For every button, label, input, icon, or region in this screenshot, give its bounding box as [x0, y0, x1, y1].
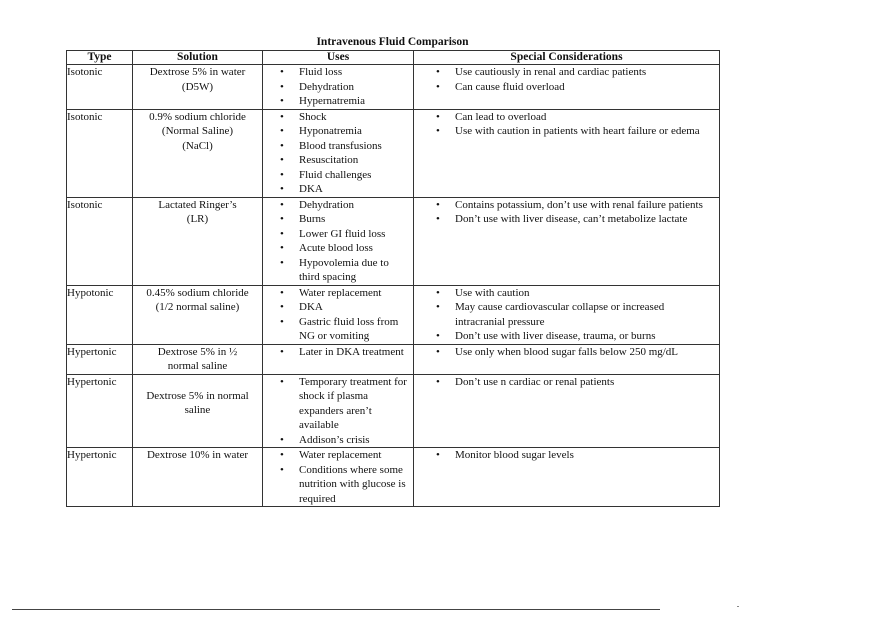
- uses-cell: [263, 197, 414, 285]
- solution-cell: [133, 65, 263, 110]
- consideration-item: • Don’t use with liver disease, trauma, or burns: [455, 329, 713, 344]
- uses-cell: [263, 65, 414, 110]
- solution-cell: [133, 109, 263, 197]
- type-cell: Isotonic: [67, 109, 133, 197]
- considerations-cell: [414, 448, 720, 507]
- considerations-cell: [414, 65, 720, 110]
- uses-cell: [263, 109, 414, 197]
- consideration-item: • Use with caution: [455, 286, 713, 301]
- solution-line: normal saline: [167, 360, 228, 372]
- solution-line: saline: [184, 404, 211, 416]
- solution-line: Dextrose 10% in water: [146, 449, 249, 461]
- uses-cell: [263, 374, 414, 448]
- uses-item: • Temporary treatment for shock if plasma expanders aren’t available: [299, 375, 409, 433]
- uses-item: • Blood transfusions: [299, 139, 409, 154]
- uses-item: • Addison’s crisis: [299, 433, 409, 448]
- solution-line: (NaCl): [182, 139, 213, 152]
- uses-item: • Resuscitation: [299, 153, 409, 168]
- uses-item: • DKA: [299, 300, 409, 315]
- table-row: [67, 109, 720, 197]
- consideration-item: • Can cause fluid overload: [455, 80, 713, 95]
- uses-cell: [263, 285, 414, 344]
- uses-item: • Conditions where some nutrition with glucose is required: [299, 463, 409, 507]
- solution-cell: [133, 285, 263, 344]
- header-solution: Solution: [133, 51, 263, 65]
- considerations-cell: [414, 374, 720, 448]
- solution-line: Dextrose 5% in ½: [157, 345, 238, 358]
- considerations-cell: [414, 344, 720, 374]
- type-cell: Isotonic: [67, 197, 133, 285]
- solution-line: (Normal Saline): [161, 125, 234, 137]
- header-type: Type: [67, 51, 133, 65]
- consideration-item: • Use cautiously in renal and cardiac patients: [455, 65, 713, 80]
- table-row: [67, 374, 720, 448]
- solution-cell: [133, 374, 263, 448]
- uses-item: • Hypernatremia: [299, 94, 409, 109]
- considerations-cell: [414, 109, 720, 197]
- type-cell: Hypertonic: [67, 374, 133, 448]
- consideration-item: • Don’t use n cardiac or renal patients: [455, 375, 713, 390]
- table-row: [67, 65, 720, 110]
- header-uses: Uses: [263, 51, 414, 65]
- uses-item: • Lower GI fluid loss: [299, 227, 409, 242]
- solution-line: Dextrose 5% in normal: [146, 389, 249, 402]
- solution-line: 0.9% sodium chloride: [149, 110, 246, 123]
- solution-line: (1/2 normal saline): [155, 301, 240, 313]
- consideration-item: • Don’t use with liver disease, can’t metabolize lactate: [455, 212, 713, 227]
- uses-item: • Acute blood loss: [299, 241, 409, 256]
- uses-item: • Gastric fluid loss from NG or vomiting: [299, 315, 409, 344]
- solution-cell: [133, 448, 263, 507]
- uses-cell: [263, 344, 414, 374]
- consideration-item: • Monitor blood sugar levels: [455, 448, 713, 463]
- considerations-cell: [414, 285, 720, 344]
- uses-item: • Water replacement: [299, 448, 409, 463]
- solution-line: Lactated Ringer’s: [158, 198, 237, 211]
- solution-line: 0.45% sodium chloride: [146, 286, 249, 299]
- header-row: [67, 51, 720, 65]
- table-row: [67, 285, 720, 344]
- solution-cell: [133, 344, 263, 374]
- header-considerations: Special Considerations: [414, 51, 720, 65]
- solution-cell: [133, 197, 263, 285]
- uses-item: • DKA: [299, 182, 409, 197]
- footer-mark: [737, 606, 739, 607]
- uses-item: • Fluid challenges: [299, 168, 409, 183]
- solution-line: (LR): [186, 213, 209, 225]
- footer-rule: [12, 609, 660, 610]
- consideration-item: • May cause cardiovascular collapse or increased intracranial pressure: [455, 300, 713, 329]
- table-row: [67, 344, 720, 374]
- type-cell: Isotonic: [67, 65, 133, 110]
- uses-item: • Dehydration: [299, 80, 409, 95]
- uses-item: • Later in DKA treatment: [299, 345, 409, 360]
- uses-item: • Hyponatremia: [299, 124, 409, 139]
- type-cell: Hypertonic: [67, 344, 133, 374]
- uses-item: • Fluid loss: [299, 65, 409, 80]
- uses-item: • Hypovolemia due to third spacing: [299, 256, 409, 285]
- consideration-item: • Use with caution in patients with heart failure or edema: [455, 124, 713, 139]
- solution-line: Dextrose 5% in water: [149, 66, 246, 78]
- type-cell: Hypotonic: [67, 285, 133, 344]
- table-title: Intravenous Fluid Comparison: [316, 36, 469, 48]
- consideration-item: • Can lead to overload: [455, 110, 713, 125]
- uses-item: • Dehydration: [299, 198, 409, 213]
- iv-fluid-table: [66, 50, 720, 507]
- considerations-cell: [414, 197, 720, 285]
- consideration-item: • Use only when blood sugar falls below 250 mg/dL: [455, 345, 713, 360]
- type-cell: Hypertonic: [67, 448, 133, 507]
- table-row: [67, 448, 720, 507]
- consideration-item: • Contains potassium, don’t use with renal failure patients: [455, 198, 713, 213]
- solution-line: (D5W): [181, 80, 214, 93]
- uses-item: • Burns: [299, 212, 409, 227]
- uses-cell: [263, 448, 414, 507]
- uses-item: • Shock: [299, 110, 409, 125]
- uses-item: • Water replacement: [299, 286, 409, 301]
- table-row: [67, 197, 720, 285]
